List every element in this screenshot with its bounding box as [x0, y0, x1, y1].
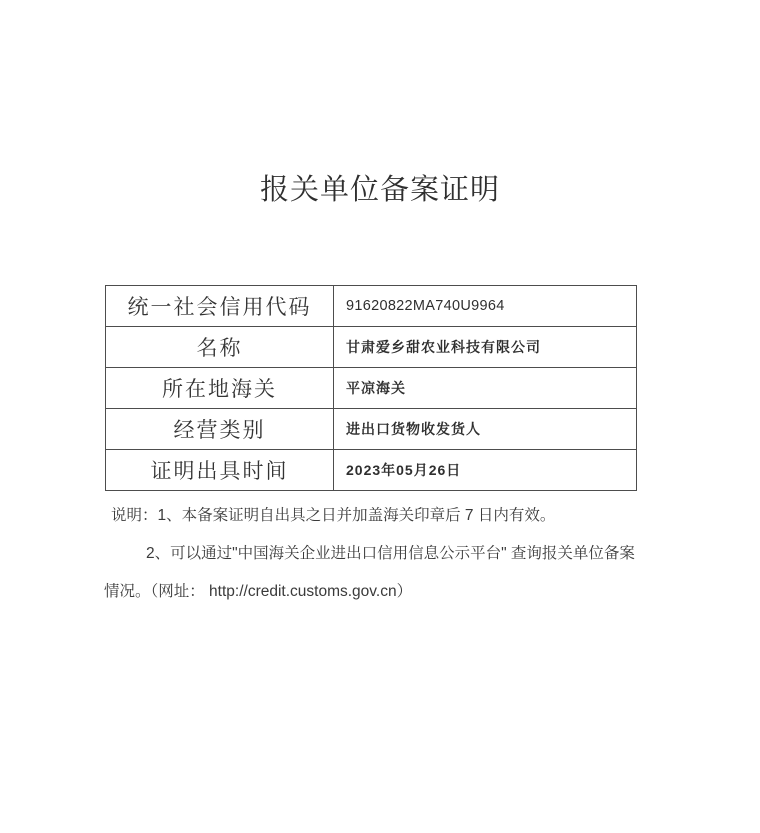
notes-line-url: 情况。（网址： http://credit.customs.gov.cn）	[104, 583, 413, 600]
table-row-business-category	[106, 408, 636, 449]
notes-line-query-platform: 2、可以通过"中国海关企业进出口信用信息公示平台" 查询报关单位备案	[146, 545, 635, 562]
row-label-customs-location: 所在地海关	[106, 368, 334, 408]
row-value-business-category: 进出口货物收发货人	[346, 421, 481, 437]
row-value-customs-location: 平凉海关	[346, 380, 406, 396]
row-label-company-name: 名称	[106, 327, 334, 367]
notes-line-validity: 说明：1、本备案证明自出具之日并加盖海关印章后 7 日内有效。	[111, 507, 556, 524]
table-row-issue-date	[106, 449, 636, 490]
registration-table	[105, 285, 637, 491]
table-row-credit-code	[106, 286, 636, 326]
row-value-issue-date: 2023年05月26日	[346, 462, 462, 478]
document-title: 报关单位备案证明	[259, 174, 500, 206]
table-row-company-name	[106, 326, 636, 367]
row-value-company-name: 甘肃爱乡甜农业科技有限公司	[346, 339, 541, 355]
row-label-credit-code: 统一社会信用代码	[106, 286, 334, 326]
row-label-issue-date: 证明出具时间	[106, 450, 334, 490]
row-value-credit-code: 91620822MA740U9964	[346, 298, 505, 314]
table-row-customs-location	[106, 367, 636, 408]
row-label-business-category: 经营类别	[106, 409, 334, 449]
